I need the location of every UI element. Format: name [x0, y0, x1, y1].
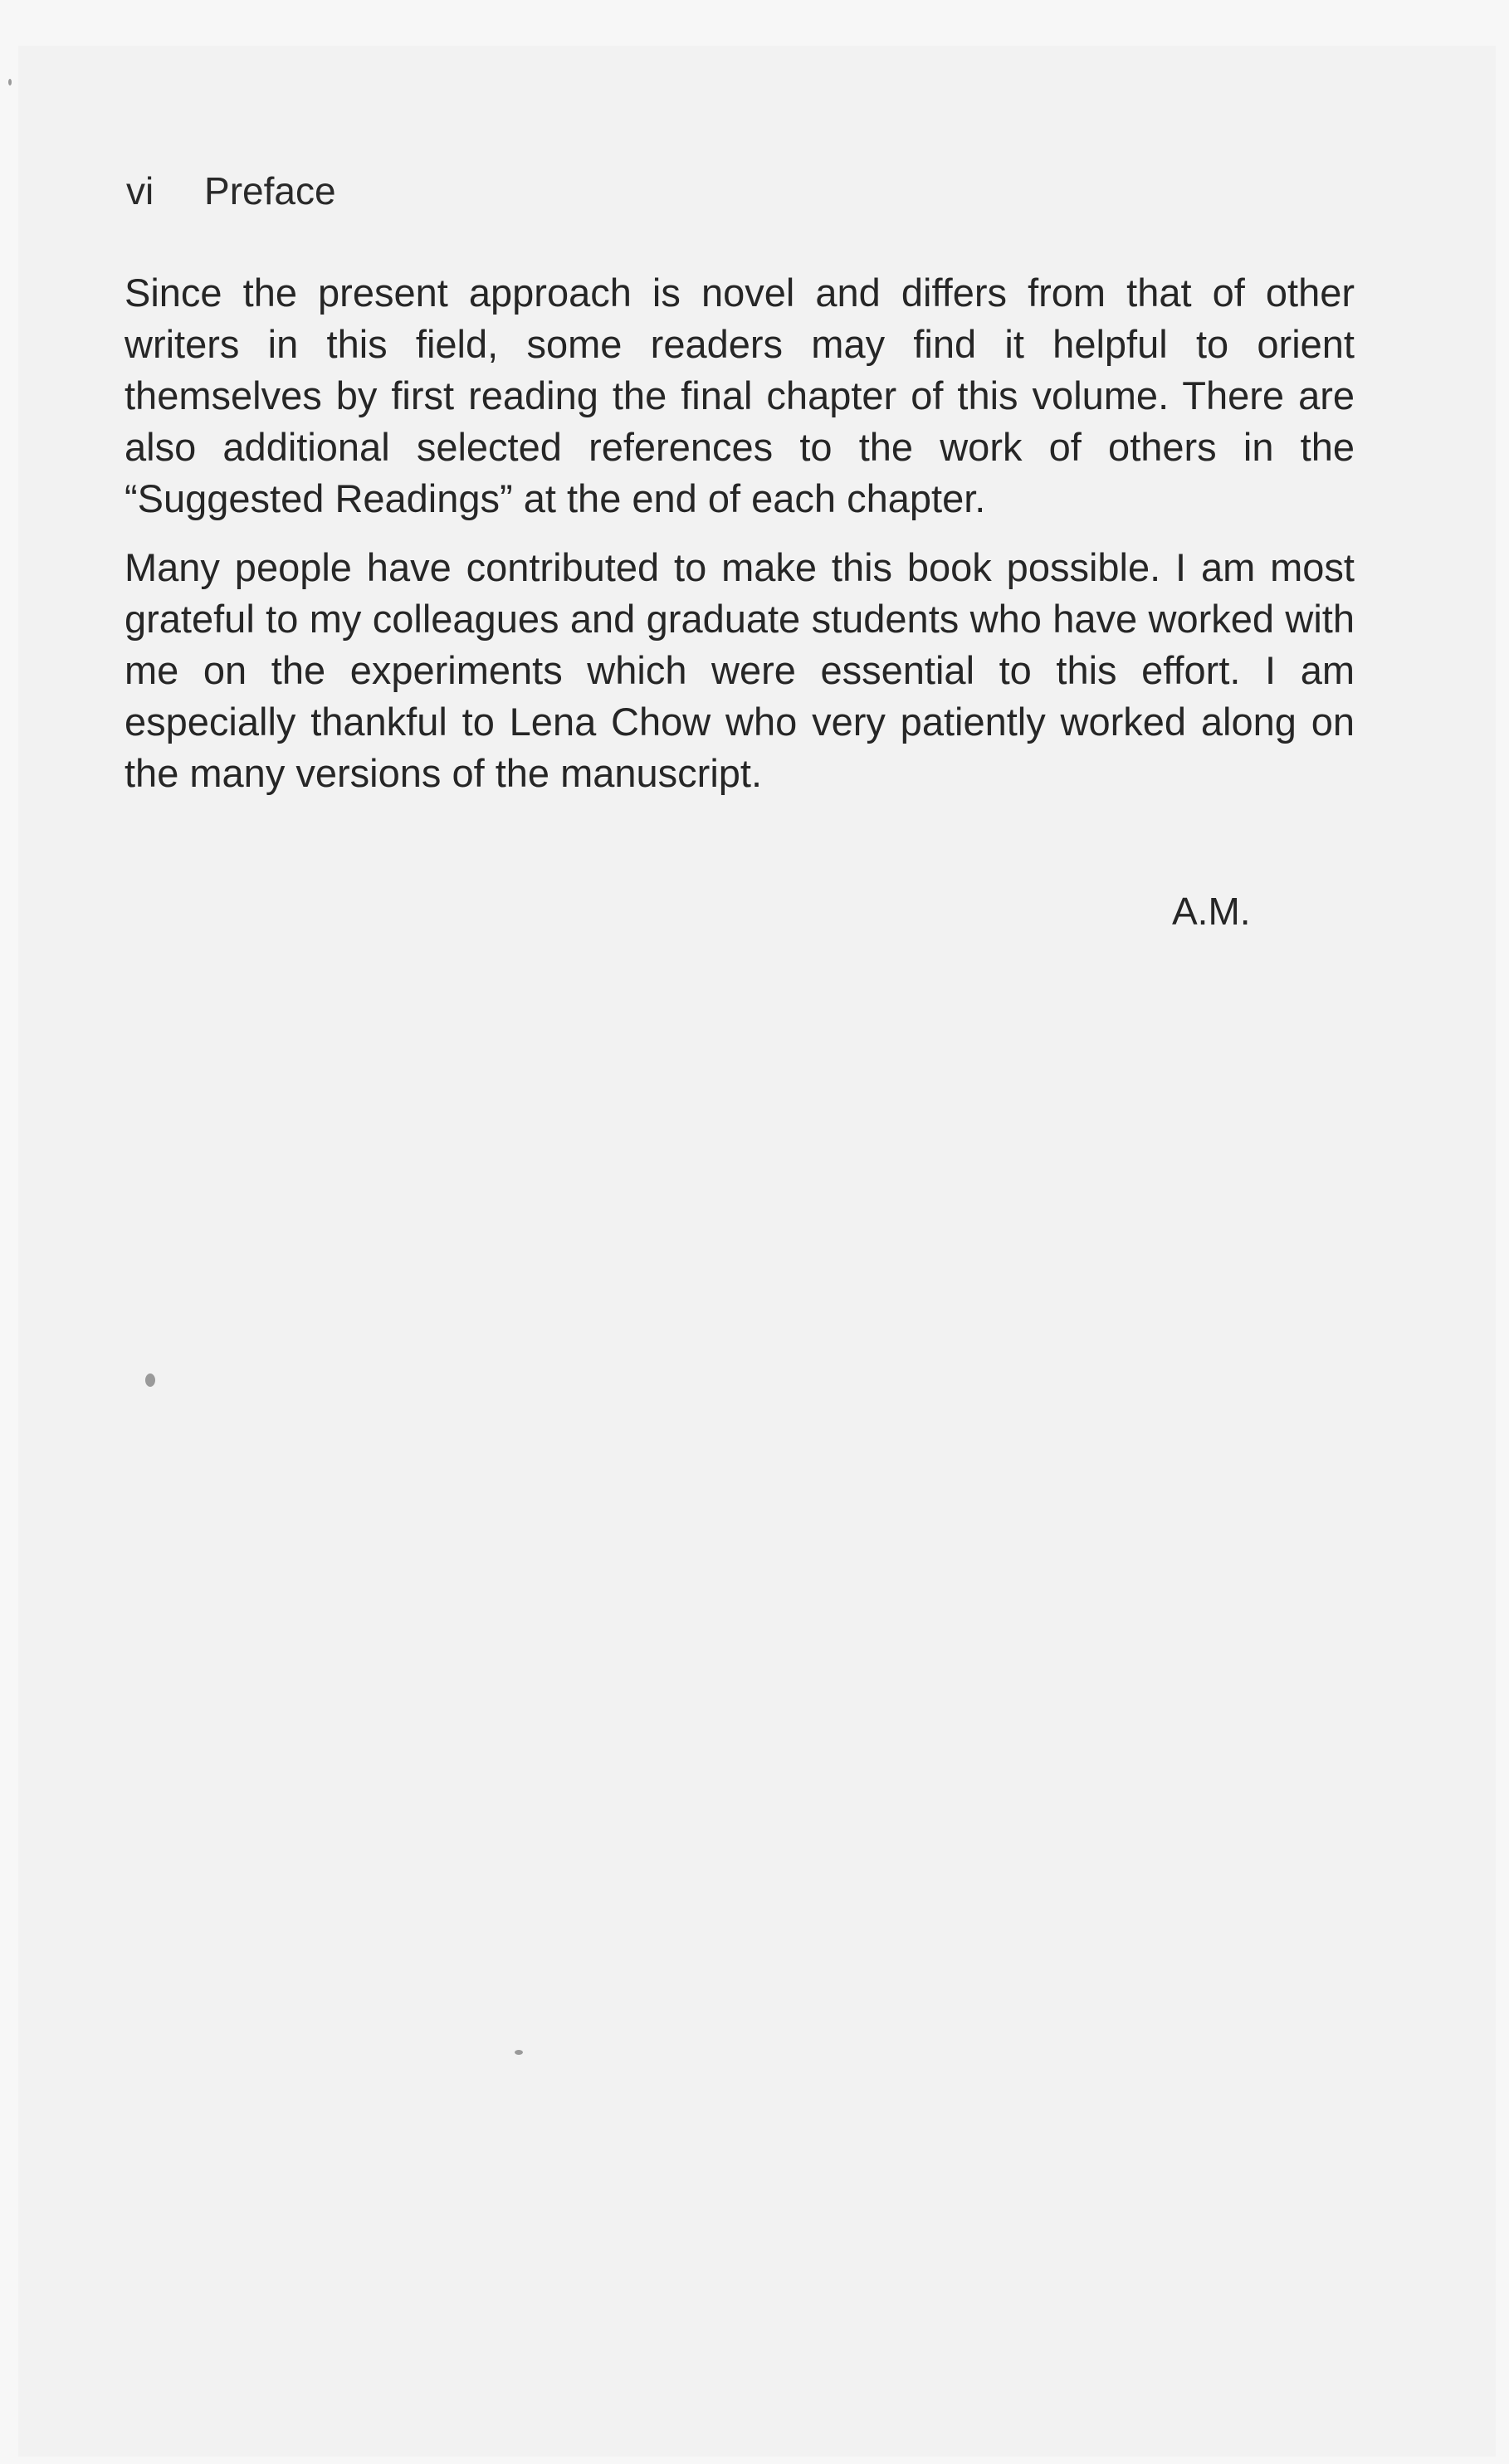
- running-title: Preface: [204, 169, 336, 212]
- scan-speck: [8, 79, 12, 85]
- page-number: vi: [126, 169, 154, 212]
- author-initials: A.M.: [1172, 890, 1251, 933]
- paragraph: Many people have contributed to make this book possible. I am most grateful to my colleagues and graduate students who have worked with me on the experiments which were essential to this effort. I am especially thankful to Lena Chow who very patiently worked along on the many versions of the manuscript.: [125, 545, 1355, 795]
- paragraph: Since the present approach is novel and differs from that of other writers in this field, some readers may find it helpful to orient themselves by first reading the final chapter of this volume. There are also additional selected references to the work of others in the “Suggested Readings” at the end of each chapter.: [125, 271, 1355, 520]
- scan-speck: [145, 1373, 155, 1387]
- preface-body: [125, 267, 1355, 799]
- running-header: [126, 170, 336, 212]
- scan-speck: [515, 2050, 523, 2055]
